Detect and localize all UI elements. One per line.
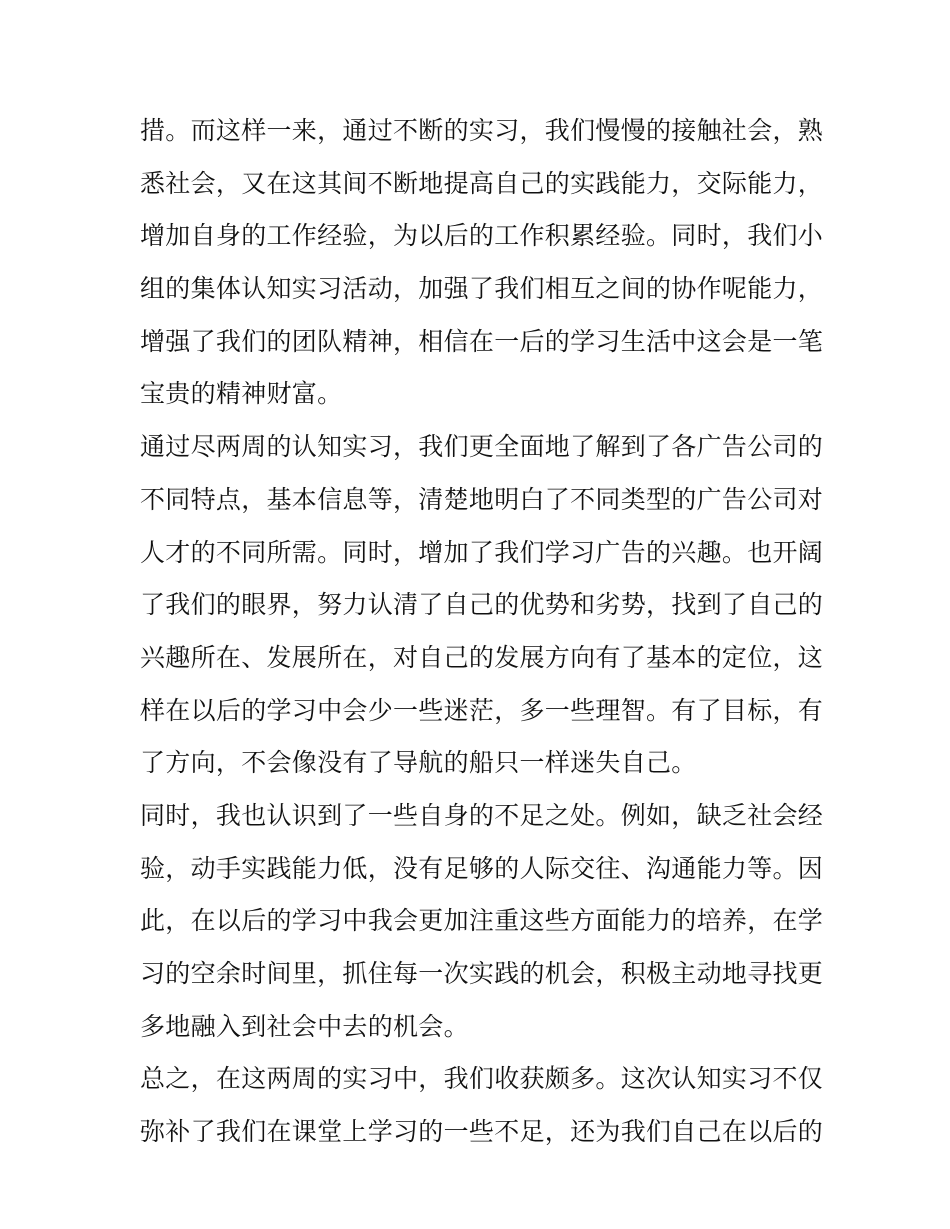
text-line: 验，动手实践能力低，没有足够的人际交往、沟通能力等。因 (140, 853, 824, 883)
text-line: 样在以后的学习中会少一些迷茫，多一些理智。有了目标，有 (140, 695, 824, 725)
text-line: 措。而这样一来，通过不断的实习，我们慢慢的接触社会，熟 (140, 116, 824, 145)
paragraph-2 (140, 427, 824, 796)
text-line: 弥补了我们在课堂上学习的一些不足，还为我们自己在以后的 (140, 1117, 824, 1147)
text-line: 多地融入到社会中去的机会。 (140, 1011, 469, 1041)
paragraph-4 (140, 1059, 824, 1164)
text-line: 悉社会，又在这其间不断地提高自己的实践能力，交际能力， (140, 168, 824, 198)
document-page (140, 111, 824, 1165)
text-line: 宝贵的精神财富。 (140, 379, 343, 409)
text-line: 同时，我也认识到了一些自身的不足之处。例如，缺乏社会经 (140, 800, 824, 830)
text-line: 增强了我们的团队精神，相信在一后的学习生活中这会是一笔 (140, 326, 824, 356)
text-line: 此，在以后的学习中我会更加注重这些方面能力的培养，在学 (140, 906, 824, 936)
text-line: 人才的不同所需。同时，增加了我们学习广告的兴趣。也开阔 (140, 537, 824, 567)
text-line: 通过尽两周的认知实习，我们更全面地了解到了各广告公司的 (140, 432, 824, 462)
text-line: 习的空余时间里，抓住每一次实践的机会，积极主动地寻找更 (140, 959, 824, 988)
text-line: 总之，在这两周的实习中，我们收获颇多。这次认知实习不仅 (140, 1064, 824, 1094)
text-line: 增加自身的工作经验，为以后的工作积累经验。同时，我们小 (140, 221, 824, 251)
paragraph-1 (140, 111, 824, 427)
text-line: 了方向，不会像没有了导航的船只一样迷失自己。 (140, 748, 697, 778)
text-line: 组的集体认知实习活动，加强了我们相互之间的协作呢能力， (140, 274, 824, 304)
text-line: 不同特点，基本信息等，清楚地明白了不同类型的广告公司对 (140, 484, 824, 514)
text-line: 兴趣所在、发展所在，对自己的发展方向有了基本的定位，这 (140, 642, 824, 672)
text-line: 了我们的眼界，努力认清了自己的优势和劣势，找到了自己的 (140, 590, 824, 620)
paragraph-3 (140, 796, 824, 1059)
